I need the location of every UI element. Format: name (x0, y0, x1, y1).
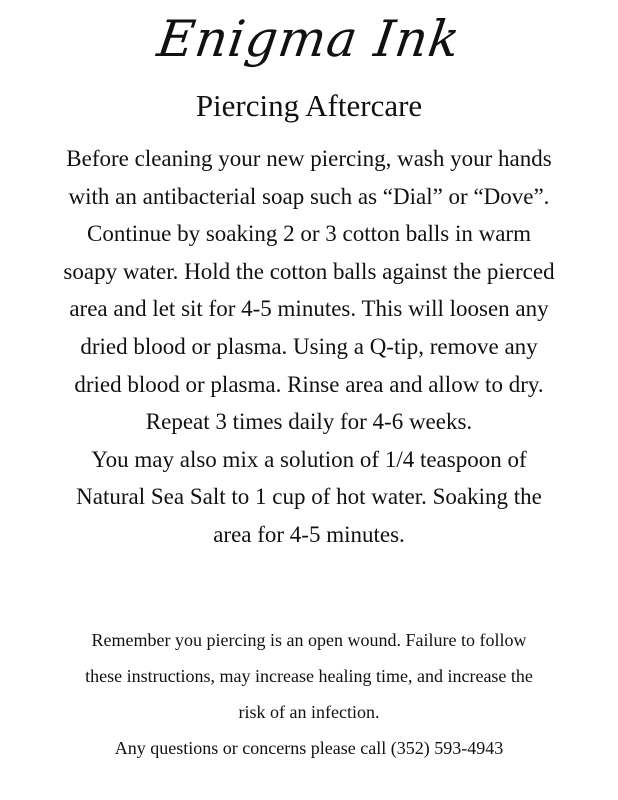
warning-note (0, 622, 618, 766)
instruction-line: dried blood or plasma. Using a Q-tip, remove any (80, 333, 538, 359)
instruction-line: area for 4-5 minutes. (213, 521, 405, 547)
brand-logo: Enigma Ink (153, 10, 465, 68)
instruction-line: area and let sit for 4-5 minutes. This will loosen any (69, 296, 549, 322)
instruction-line: with an antibacterial soap such as “Dial” or “Dove”. (68, 183, 550, 209)
instruction-line: Repeat 3 times daily for 4-6 weeks. (145, 409, 473, 435)
contact-line: Any questions or concerns please call (352) 593-4943 (114, 738, 504, 758)
instructions-text (0, 140, 618, 554)
instruction-line: You may also mix a solution of 1/4 teaspoon of (91, 446, 527, 472)
instruction-line: soapy water. Hold the cotton balls against the pierced (63, 258, 555, 284)
instruction-line: Continue by soaking 2 or 3 cotton balls in warm (87, 221, 531, 247)
note-line: these instructions, may increase healing time, and increase the (85, 666, 533, 686)
instruction-line: dried blood or plasma. Rinse area and allow to dry. (74, 371, 544, 397)
instruction-line: Before cleaning your new piercing, wash your hands (66, 146, 552, 171)
note-line: risk of an infection. (238, 702, 380, 722)
note-line: Remember you piercing is an open wound. Failure to follow (91, 630, 527, 650)
page-title: Piercing Aftercare (195, 88, 423, 123)
instruction-line: Natural Sea Salt to 1 cup of hot water. Soaking the (76, 484, 542, 510)
